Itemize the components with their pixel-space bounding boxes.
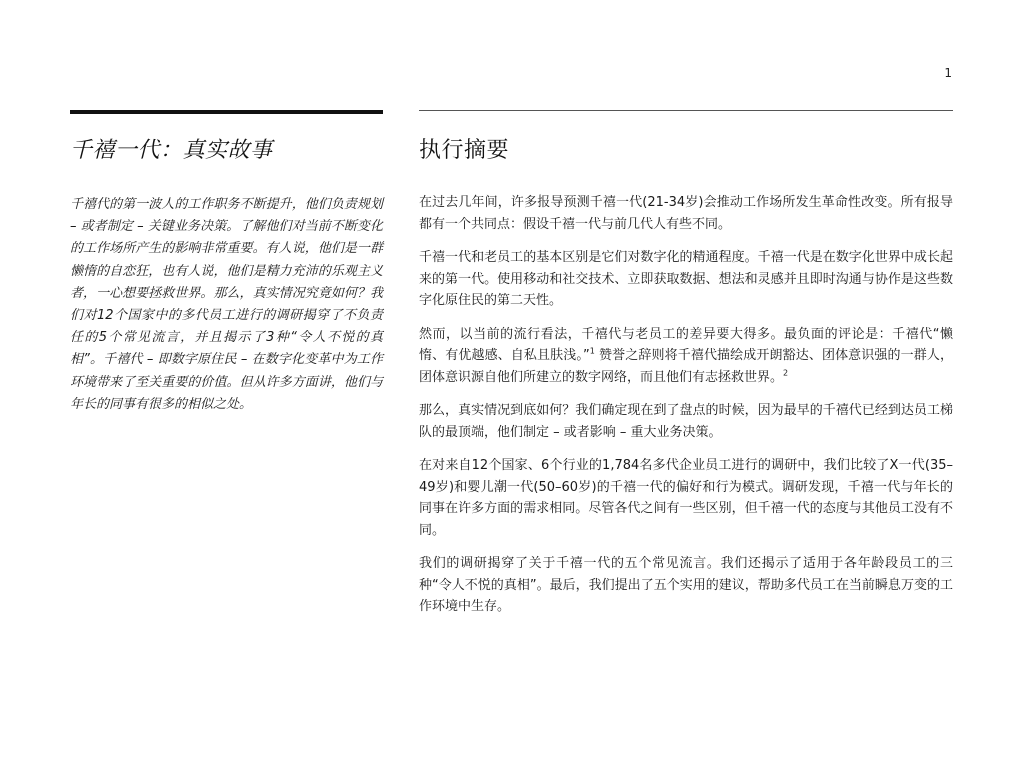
- summary-body: [419, 192, 953, 618]
- summary-paragraph-4: 那么，真实情况到底如何？我们确定现在到了盘点的时候，因为最早的千禧代已经到达员工梯队的最顶端，他们制定 – 或者影响 – 重大业务决策。: [419, 403, 953, 440]
- footnote-ref-1: 1: [589, 346, 595, 356]
- right-column: [419, 110, 953, 630]
- footnote-ref-2: 2: [783, 368, 789, 378]
- summary-paragraph-3-text-b: 赞誉之辞则将千禧代描绘成开朗豁达、团体意识强的一群人，团体意识源自他们所建立的数字网络，而且他们有志拯救世界。: [419, 348, 953, 385]
- summary-paragraph-3-text-a: 然而，以当前的流行看法，千禧代与老员工的差异要大得多。最负面的评论是：千禧代“懒惰、有优越感、自私且肤浅。”: [419, 326, 953, 363]
- section-title-executive-summary: 执行摘要: [419, 138, 510, 163]
- summary-paragraph-5: 在对来自12个国家、6个行业的1,784名多代企业员工进行的调研中，我们比较了X一代(35–49岁)和婴儿潮一代(50–60岁)的千禧一代的偏好和行为模式。调研发现，千禧一代与年长的同事在许多方面的需求相同。尽管各代之间有一些区别，但千禧一代的态度与其他员工没有不同。: [419, 458, 953, 538]
- left-column: [70, 110, 383, 416]
- summary-paragraph-1: 在过去几年间，许多报导预测千禧一代(21-34岁)会推动工作场所发生革命性改变。所有报导都有一个共同点：假设千禧一代与前几代人有些不同。: [419, 195, 953, 232]
- intro-paragraph: 千禧代的第一波人的工作职务不断提升，他们负责规划 – 或者制定 – 关键业务决策。了解他们对当前不断变化的工作场所产生的影响非常重要。有人说，他们是一群懒惰的自恋狂，也有人说，他们是精力充沛的乐观主义者，一心想要拯救世界。那么，真实情况究竟如何？我们对12个国家中的多代员工进行的调研揭穿了不负责任的5个常见流言，并且揭示了3种“令人不悦的真相”。千禧代 – 即数字原住民 – 在数字化变革中为工作环境带来了至关重要的价值。但从许多方面讲，他们与年长的同事有很多的相似之处。: [70, 197, 383, 412]
- right-heading-rule: [419, 110, 953, 111]
- summary-paragraph-3: [419, 324, 953, 389]
- section-title-millennials-true-story: 千禧一代：真实故事: [70, 138, 273, 163]
- left-heading-rule: [70, 110, 383, 114]
- summary-paragraph-2: 千禧一代和老员工的基本区别是它们对数字化的精通程度。千禧一代是在数字化世界中成长起来的第一代。使用移动和社交技术、立即获取数据、想法和灵感并且即时沟通与协作是这些数字化原住民的第二天性。: [419, 250, 953, 308]
- page-number: 1: [944, 66, 952, 80]
- summary-paragraph-6: 我们的调研揭穿了关于千禧一代的五个常见流言。我们还揭示了适用于各年龄段员工的三种“令人不悦的真相”。最后，我们提出了五个实用的建议，帮助多代员工在当前瞬息万变的工作环境中生存。: [419, 556, 953, 614]
